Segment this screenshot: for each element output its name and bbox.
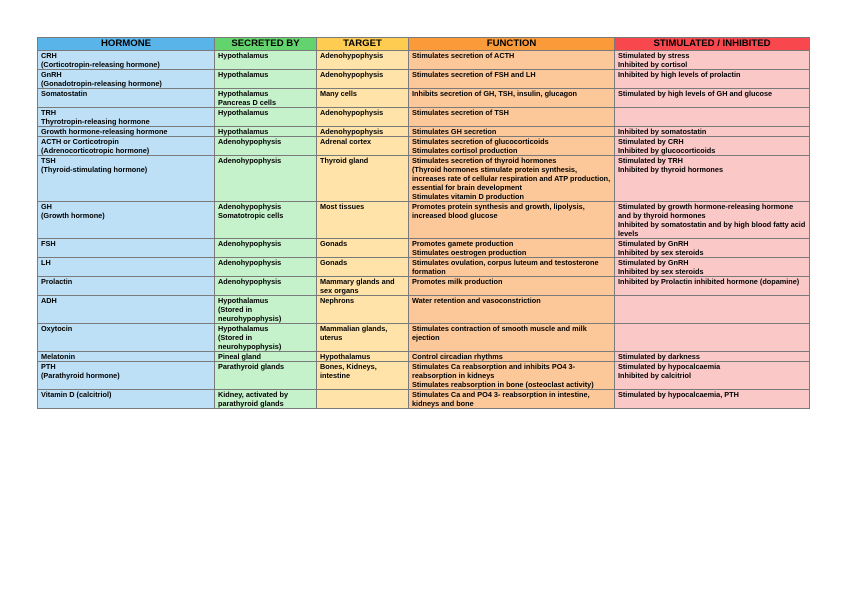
cell-stimulated-inhibited: Inhibited by Prolactin inhibited hormone (dopamine) xyxy=(615,277,810,296)
table-row xyxy=(38,277,810,296)
cell-secreted-by: Hypothalamus (Stored in neurohypophysis) xyxy=(215,296,317,324)
cell-secreted-by: Hypothalamus Pancreas D cells xyxy=(215,89,317,108)
cell-hormone: ACTH or Corticotropin (Adrenocorticotropic hormone) xyxy=(38,137,215,156)
cell-target: Gonads xyxy=(317,239,409,258)
cell-target: Adenohypophysis xyxy=(317,127,409,137)
cell-target: Bones, Kidneys, intestine xyxy=(317,362,409,390)
table-row xyxy=(38,352,810,362)
cell-hormone: FSH xyxy=(38,239,215,258)
table-row xyxy=(38,324,810,352)
cell-target: Adenohypophysis xyxy=(317,51,409,70)
table-row xyxy=(38,70,810,89)
cell-target: Mammalian glands, uterus xyxy=(317,324,409,352)
cell-stimulated-inhibited: Stimulated by darkness xyxy=(615,352,810,362)
header-target: TARGET xyxy=(317,38,409,51)
cell-secreted-by: Pineal gland xyxy=(215,352,317,362)
cell-hormone: Prolactin xyxy=(38,277,215,296)
cell-hormone: Vitamin D (calcitriol) xyxy=(38,390,215,409)
cell-stimulated-inhibited: Stimulated by hypocalcaemia Inhibited by calcitriol xyxy=(615,362,810,390)
cell-stimulated-inhibited: Stimulated by GnRH Inhibited by sex steroids xyxy=(615,258,810,277)
cell-secreted-by: Hypothalamus xyxy=(215,127,317,137)
cell-stimulated-inhibited xyxy=(615,108,810,127)
table-row xyxy=(38,239,810,258)
cell-secreted-by: Adenohypophysis xyxy=(215,258,317,277)
cell-secreted-by: Adenohypophysis xyxy=(215,137,317,156)
cell-hormone: CRH (Corticotropin-releasing hormone) xyxy=(38,51,215,70)
hormone-table xyxy=(37,37,810,409)
cell-function: Stimulates secretion of ACTH xyxy=(409,51,615,70)
cell-secreted-by: Kidney, activated by parathyroid glands xyxy=(215,390,317,409)
table-row xyxy=(38,51,810,70)
cell-function: Stimulates Ca and PO4 3- reabsorption in intestine, kidneys and bone xyxy=(409,390,615,409)
cell-secreted-by: Hypothalamus xyxy=(215,70,317,89)
cell-function: Stimulates GH secretion xyxy=(409,127,615,137)
header-function: FUNCTION xyxy=(409,38,615,51)
cell-target: Gonads xyxy=(317,258,409,277)
cell-function: Control circadian rhythms xyxy=(409,352,615,362)
header-secreted-by: SECRETED BY xyxy=(215,38,317,51)
cell-function: Stimulates ovulation, corpus luteum and testosterone formation xyxy=(409,258,615,277)
cell-hormone: Oxytocin xyxy=(38,324,215,352)
cell-stimulated-inhibited: Stimulated by GnRH Inhibited by sex steroids xyxy=(615,239,810,258)
cell-hormone: Somatostatin xyxy=(38,89,215,108)
cell-secreted-by: Adenohypophysis Somatotropic cells xyxy=(215,202,317,239)
cell-hormone: TRH Thyrotropin-releasing hormone xyxy=(38,108,215,127)
cell-function: Inhibits secretion of GH, TSH, insulin, glucagon xyxy=(409,89,615,108)
cell-secreted-by: Adenohypophysis xyxy=(215,156,317,202)
cell-hormone: Growth hormone-releasing hormone xyxy=(38,127,215,137)
cell-function: Stimulates Ca reabsorption and inhibits PO4 3- reabsorption in kidneys Stimulates reabsorption in bone (osteoclast activity) xyxy=(409,362,615,390)
cell-hormone: GnRH (Gonadotropin-releasing hormone) xyxy=(38,70,215,89)
cell-function: Stimulates secretion of glucocorticoids Stimulates cortisol production xyxy=(409,137,615,156)
cell-stimulated-inhibited: Stimulated by CRH Inhibited by glucocorticoids xyxy=(615,137,810,156)
cell-function: Stimulates secretion of thyroid hormones (Thyroid hormones stimulate protein synthesis, increases rate of cellular respiration and ATP production, essential for brain development Stimulates vitamin D production xyxy=(409,156,615,202)
table-row xyxy=(38,156,810,202)
cell-secreted-by: Adenohypophysis xyxy=(215,239,317,258)
cell-hormone: ADH xyxy=(38,296,215,324)
header-hormone: HORMONE xyxy=(38,38,215,51)
cell-stimulated-inhibited: Inhibited by high levels of prolactin xyxy=(615,70,810,89)
table-row xyxy=(38,362,810,390)
cell-hormone: GH (Growth hormone) xyxy=(38,202,215,239)
cell-secreted-by: Hypothalamus (Stored in neurohypophysis) xyxy=(215,324,317,352)
cell-stimulated-inhibited: Stimulated by growth hormone-releasing hormone and by thyroid hormones Inhibited by somatostatin and by high blood fatty acid levels xyxy=(615,202,810,239)
table-row xyxy=(38,202,810,239)
cell-hormone: PTH (Parathyroid hormone) xyxy=(38,362,215,390)
cell-target: Many cells xyxy=(317,89,409,108)
cell-function: Stimulates secretion of FSH and LH xyxy=(409,70,615,89)
cell-function: Promotes milk production xyxy=(409,277,615,296)
cell-stimulated-inhibited: Stimulated by high levels of GH and glucose xyxy=(615,89,810,108)
cell-stimulated-inhibited: Stimulated by TRH Inhibited by thyroid hormones xyxy=(615,156,810,202)
table-row xyxy=(38,137,810,156)
cell-target xyxy=(317,390,409,409)
table-row xyxy=(38,296,810,324)
cell-stimulated-inhibited: Inhibited by somatostatin xyxy=(615,127,810,137)
cell-target: Thyroid gland xyxy=(317,156,409,202)
cell-stimulated-inhibited xyxy=(615,296,810,324)
cell-function: Promotes gamete production Stimulates oestrogen production xyxy=(409,239,615,258)
table-row xyxy=(38,108,810,127)
cell-secreted-by: Hypothalamus xyxy=(215,108,317,127)
table-row xyxy=(38,127,810,137)
cell-target: Adenohypophysis xyxy=(317,70,409,89)
table-row xyxy=(38,390,810,409)
cell-secreted-by: Adenohypophysis xyxy=(215,277,317,296)
cell-hormone: TSH (Thyroid-stimulating hormone) xyxy=(38,156,215,202)
cell-stimulated-inhibited: Stimulated by stress Inhibited by cortisol xyxy=(615,51,810,70)
header-row xyxy=(38,38,810,51)
cell-stimulated-inhibited: Stimulated by hypocalcaemia, PTH xyxy=(615,390,810,409)
cell-function: Promotes protein synthesis and growth, lipolysis, increased blood glucose xyxy=(409,202,615,239)
cell-target: Hypothalamus xyxy=(317,352,409,362)
table-row xyxy=(38,258,810,277)
cell-secreted-by: Hypothalamus xyxy=(215,51,317,70)
cell-target: Most tissues xyxy=(317,202,409,239)
header-stimulated-inhibited: STIMULATED / INHIBITED xyxy=(615,38,810,51)
cell-function: Water retention and vasoconstriction xyxy=(409,296,615,324)
cell-stimulated-inhibited xyxy=(615,324,810,352)
cell-function: Stimulates secretion of TSH xyxy=(409,108,615,127)
table-row xyxy=(38,89,810,108)
cell-secreted-by: Parathyroid glands xyxy=(215,362,317,390)
cell-target: Mammary glands and sex organs xyxy=(317,277,409,296)
cell-target: Nephrons xyxy=(317,296,409,324)
cell-target: Adrenal cortex xyxy=(317,137,409,156)
cell-function: Stimulates contraction of smooth muscle and milk ejection xyxy=(409,324,615,352)
cell-hormone: Melatonin xyxy=(38,352,215,362)
cell-target: Adenohypophysis xyxy=(317,108,409,127)
cell-hormone: LH xyxy=(38,258,215,277)
